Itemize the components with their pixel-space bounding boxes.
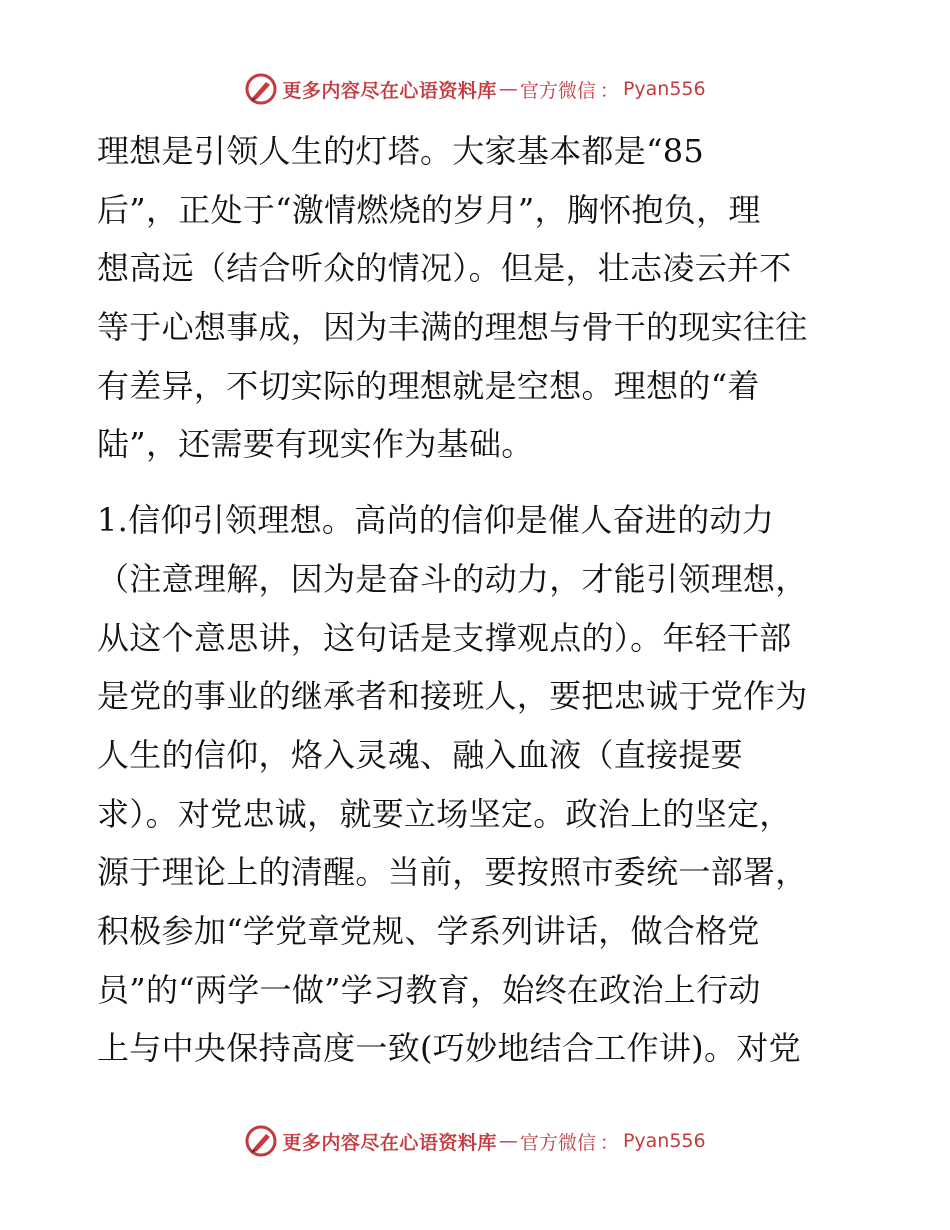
text-line: 陆”，还需要有现实作为基础。 <box>97 425 534 464</box>
text-line: 等于心想事成，因为丰满的理想与骨干的现实往往 <box>97 308 808 347</box>
text-line: 人生的信仰，烙入灵魂、融入血液（直接提要 <box>97 735 744 774</box>
text-line: 是党的事业的继承者和接班人，要把忠诚于党作为 <box>97 677 808 716</box>
text-line: 想高远（结合听众的情况）。但是，壮志凌云并不 <box>97 249 792 288</box>
wechat-label: 官方微信 <box>519 79 596 102</box>
wechat-id: Pyan556 <box>622 1130 706 1152</box>
text-line: 上与中央保持高度一致(巧妙地结合工作讲)。对党 <box>97 1029 801 1068</box>
text-line: 后”，正处于“激情燃烧的岁月”，胸怀抱负，理 <box>97 190 761 229</box>
pen-logo-icon <box>244 1124 278 1158</box>
text-line: 员”的“两学一做”学习教育，始终在政治上行动 <box>97 970 761 1009</box>
paragraph-gap <box>97 474 849 491</box>
footer-watermark <box>0 1124 950 1158</box>
wechat-separator: ： <box>599 1131 619 1154</box>
pen-logo-icon <box>244 72 278 106</box>
text-line: 理想是引领人生的灯塔。大家基本都是“85 <box>97 132 705 170</box>
paragraph-belief <box>97 491 849 1078</box>
brand-dash: — <box>498 78 518 100</box>
wechat-label: 官方微信 <box>519 1131 596 1154</box>
wechat-separator: ： <box>599 79 619 102</box>
header-watermark <box>0 72 950 106</box>
text-line: （注意理解，因为是奋斗的动力，才能引领理想， <box>97 559 808 598</box>
text-line: 有差异，不切实际的理想就是空想。理想的“着 <box>97 366 760 405</box>
brand-dash: — <box>498 1130 518 1152</box>
text-line: 求）。对党忠诚，就要立场坚定。政治上的坚定， <box>97 794 792 833</box>
paragraph-ideal <box>97 122 849 474</box>
text-line: 从这个意思讲，这句话是支撑观点的）。年轻干部 <box>97 618 792 657</box>
brand-text: 更多内容尽在心语资料库 <box>282 79 497 102</box>
text-line: 1.信仰引领理想。高尚的信仰是催人奋进的动力 <box>97 501 775 540</box>
document-body <box>97 122 849 1078</box>
brand-text: 更多内容尽在心语资料库 <box>282 1131 497 1154</box>
text-line: 源于理论上的清醒。当前，要按照市委统一部署， <box>97 853 808 892</box>
text-line: 积极参加“学党章党规、学系列讲话，做合格党 <box>97 911 760 950</box>
wechat-id: Pyan556 <box>622 78 706 100</box>
